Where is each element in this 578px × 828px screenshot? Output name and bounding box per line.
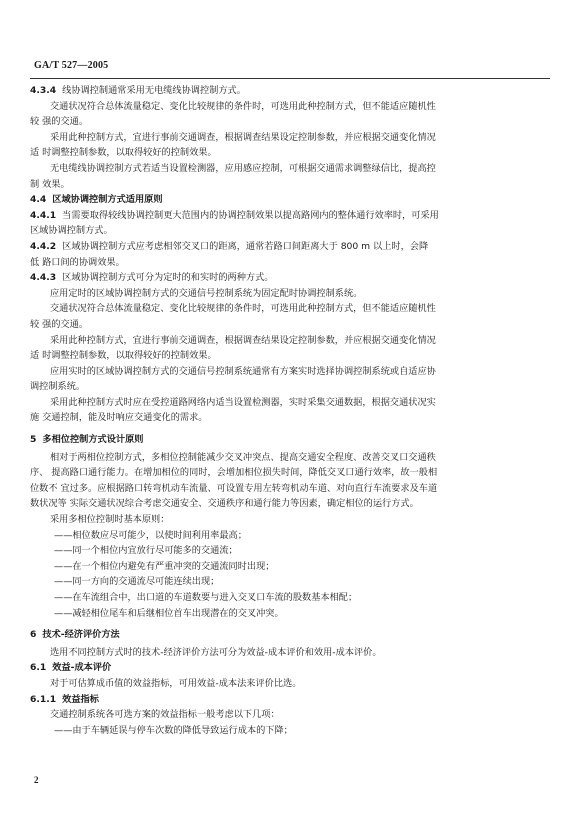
text-line	[30, 707, 548, 723]
clause-line	[30, 660, 548, 676]
line-text: 线协调控制通常采用无电缆线协调控制方式。	[62, 85, 246, 96]
text-line	[30, 559, 548, 575]
text-line	[30, 348, 548, 364]
text-line	[30, 301, 548, 317]
text-line	[30, 410, 548, 426]
line-text: 效益-成本评价	[52, 662, 112, 674]
text-line	[30, 512, 548, 528]
line-text: ——同一方向的交通流尽可能连续出现；	[54, 576, 220, 588]
text-line	[30, 528, 548, 544]
text-line	[30, 286, 548, 302]
line-text: 应用实时的区域协调控制方式的交通信号控制系统通常有方案实时选择协调控制系统或自适应协	[50, 365, 436, 377]
line-text: 制 效果。	[30, 178, 70, 190]
line-text: 多相位控制方式设计原则	[42, 434, 144, 446]
line-text: 应用定时的区域协调控制方式的交通信号控制系统为固定配时协调控制系统。	[50, 287, 363, 299]
clause-number: 4.4.2	[30, 240, 57, 252]
line-text: 采用多相位控制时基本原则：	[50, 514, 170, 526]
clause-line	[30, 83, 548, 99]
text-line	[30, 450, 548, 466]
text-line	[30, 723, 548, 739]
line-text: 区域协调控制方式可分为定时的和实时的两种方式。	[62, 272, 274, 284]
line-text: 数状况等 实际交通状况综合考虑交通安全、交通秩序和通行能力等因素，确定相位的运行方式。	[30, 498, 419, 510]
line-text: 较 强的交通。	[30, 318, 89, 330]
line-text: 区域协调控制方式。	[30, 225, 113, 237]
line-text: 调控制系统。	[30, 381, 86, 393]
line-text: 当需要取得较线协调控制更大范围内的协调控制效果以提高路网内的整体通行效率时，可采用	[62, 209, 439, 221]
text-line	[30, 395, 548, 411]
text-line	[30, 317, 548, 333]
clause-number: 6	[30, 629, 37, 641]
clause-number: 4.4.1	[30, 209, 57, 221]
line-text: 采用此种控制方式时应在受控道路网络内适当设置检测器，实时采集交通数据，根据交通状况实	[50, 396, 436, 408]
line-text: 无电缆线协调控制方式若适当设置检测器，应用感应控制，可根据交通需求调整绿信比，提高控	[50, 162, 436, 174]
line-text: 交通状况符合总体流量稳定、变化比较规律的条件时，可选用此种控制方式，但不能适应随机性	[50, 100, 436, 112]
header-rule	[30, 78, 550, 79]
text-line	[30, 255, 548, 271]
clause-line	[30, 239, 548, 255]
line-text: 适 时调整控制参数，以取得较好的控制效果。	[30, 350, 217, 362]
line-text: 区域协调控制方式应考虑相邻交叉口的距离，通常若路口间距离大于 800 m 以上时，会降	[62, 240, 429, 252]
clause-number: 4.4.3	[30, 272, 57, 284]
text-line	[30, 543, 548, 559]
text-line	[30, 130, 548, 146]
clause-line	[30, 208, 548, 224]
text-line	[30, 645, 548, 661]
clause-line	[30, 270, 548, 286]
page-number: 2	[34, 775, 39, 785]
text-line	[30, 114, 548, 130]
line-text: ——同一个相位内宜放行尽可能多的交通流；	[54, 545, 238, 557]
clause-number: 6.1.1	[30, 693, 57, 705]
line-text: 交通状况符合总体流量稳定、变化比较规律的条件时，可选用此种控制方式，但不能适应随机性	[50, 303, 436, 315]
line-text: 选用不同控制方式时的技术-经济评价方法可分为效益-成本评价和效用-成本评价。	[50, 646, 382, 658]
text-line	[30, 161, 548, 177]
clause-number: 4.4	[30, 194, 47, 206]
line-text: ——由于车辆延误与停车次数的降低导致运行成本的下降；	[54, 724, 293, 736]
text-line	[30, 364, 548, 380]
text-line	[30, 606, 548, 622]
text-line	[30, 481, 548, 497]
text-line	[30, 574, 548, 590]
line-text: ——减轻相位尾车和后继相位首车出现潜在的交叉冲突。	[54, 607, 284, 619]
line-text: 较 强的交通。	[30, 116, 89, 128]
line-text: ——相位数应尽可能少，以使时间利用率最高；	[54, 529, 247, 541]
line-text: 技术-经济评价方法	[42, 629, 120, 641]
text-line	[30, 145, 548, 161]
text-line	[30, 177, 548, 193]
line-text: 位数不 宜过多。应根据路口转弯机动车流量、可设置专用左转弯机动车道、对向直行车流要求及车道	[30, 482, 438, 494]
line-text: ——在车流组合中，出口道的车道数要与进入交叉口车流的股数基本相配；	[54, 592, 358, 603]
document-body	[30, 83, 548, 738]
document-id-header: GA/T 527—2005	[34, 60, 109, 71]
text-line	[30, 676, 548, 692]
clause-number: 4.3.4	[30, 85, 57, 96]
text-line	[30, 99, 548, 115]
text-line	[30, 223, 548, 239]
line-text: ——在一个相位内避免有严重冲突的交通流同时出现；	[54, 560, 275, 572]
text-line	[30, 590, 548, 606]
line-text: 区域协调控制方式适用原则	[52, 194, 163, 206]
line-text: 序、 提高路口通行能力。在增加相位的同时，会增加相位损失时间，降低交叉口通行效率，故一般相	[30, 467, 438, 479]
clause-number: 5	[30, 434, 37, 446]
line-text: 对于可估算成币值的效益指标，可用效益-成本法来评价比选。	[50, 677, 302, 689]
text-line	[30, 333, 548, 349]
text-line	[30, 465, 548, 481]
line-text: 施 交通控制，能及时响应交通变化的需求。	[30, 412, 208, 424]
clause-line	[30, 627, 548, 643]
line-text: 效益指标	[62, 693, 99, 705]
line-text: 低 路口间的协调效果。	[30, 256, 125, 268]
clause-line	[30, 432, 548, 448]
line-text: 交通控制系统各可选方案的效益指标一般考虑以下几项：	[50, 709, 280, 721]
text-line	[30, 379, 548, 395]
clause-line	[30, 692, 548, 708]
text-line	[30, 496, 548, 512]
line-text: 相对于两相位控制方式，多相位控制能减少交叉冲突点、提高交通安全程度、改善交叉口交通秩	[50, 451, 436, 463]
line-text: 采用此种控制方式，宜进行事前交通调查，根据调查结果设定控制参数，并应根据交通变化情况	[50, 334, 436, 346]
clause-number: 6.1	[30, 662, 47, 674]
line-text: 采用此种控制方式，宜进行事前交通调查，根据调查结果设定控制参数，并应根据交通变化情况	[50, 131, 436, 143]
line-text: 适 时调整控制参数，以取得较好的控制效果。	[30, 147, 217, 159]
clause-line	[30, 192, 548, 208]
